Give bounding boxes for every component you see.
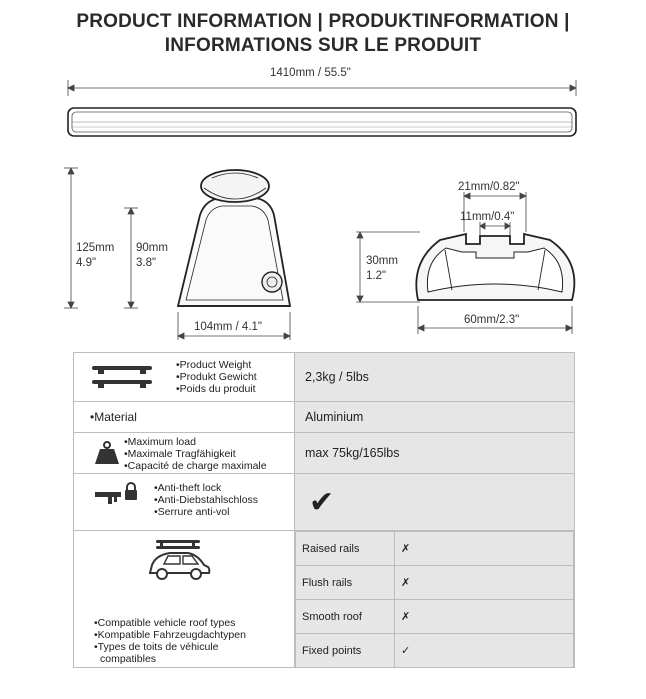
lock-label-en: •Anti-theft lock <box>154 482 222 494</box>
spec-row-material <box>74 402 575 433</box>
weight-icon <box>94 441 120 465</box>
roof-type-value: ✗ <box>395 600 574 634</box>
roof-type-value: ✗ <box>395 532 574 566</box>
foot-drawing <box>178 170 290 306</box>
material-label: •Material <box>74 402 295 433</box>
profile-cross-section <box>416 234 574 300</box>
profile-width-label: 60mm/2.3" <box>464 314 520 326</box>
title-line-2: INFORMATIONS SUR LE PRODUIT <box>164 35 482 56</box>
roof-types-table <box>295 531 574 667</box>
load-value: max 75kg/165lbs <box>295 433 575 474</box>
roof-bars-icon <box>90 363 154 391</box>
length-label: 1410mm / 55.5" <box>270 67 351 79</box>
load-label-fr: •Capacité de charge maximale <box>124 460 267 472</box>
roof-label-fr-2: compatibles <box>100 653 157 665</box>
material-value: Aluminium <box>295 402 575 433</box>
weight-value: 2,3kg / 5lbs <box>295 353 575 402</box>
load-label-de: •Maximale Tragfähigkeit <box>124 448 236 460</box>
roof-type-row <box>296 532 574 566</box>
outer-height-mm-label: 125mm <box>76 242 115 254</box>
spec-row-roof <box>74 531 575 668</box>
roof-type-row <box>296 600 574 634</box>
inner-height-in-label: 3.8" <box>136 257 157 269</box>
roof-type-name: Fixed points <box>296 634 395 668</box>
length-dimension <box>68 80 576 96</box>
spec-row-load <box>74 433 575 474</box>
lock-label-fr: •Serrure anti-vol <box>154 506 230 518</box>
profile-height-mm-label: 30mm <box>366 255 398 267</box>
title-line-1: PRODUCT INFORMATION | PRODUKTINFORMATION | <box>76 11 570 32</box>
outer-height-in-label: 4.9" <box>76 257 97 269</box>
weight-label-fr: •Poids du produit <box>176 383 256 395</box>
roof-type-name: Smooth roof <box>296 600 395 634</box>
key-lock-icon <box>94 482 140 508</box>
weight-label-en: •Product Weight <box>176 359 252 371</box>
technical-drawing <box>0 0 646 345</box>
weight-label-de: •Produkt Gewicht <box>176 371 257 383</box>
profile-height-in-label: 1.2" <box>366 270 387 282</box>
roof-type-row <box>296 634 574 668</box>
lock-label-de: •Anti-Diebstahlschloss <box>154 494 259 506</box>
roof-label-fr-1: •Types de toits de véhicule <box>94 641 219 653</box>
profile-top-outer-label: 21mm/0.82" <box>458 181 520 193</box>
lock-value: ✔ <box>295 474 575 531</box>
roof-type-value: ✗ <box>395 566 574 600</box>
foot-width-label: 104mm / 4.1" <box>194 321 263 333</box>
profile-top-inner-label: 11mm/0.4" <box>460 211 515 223</box>
roof-type-value: ✓ <box>395 634 574 668</box>
load-label-en: •Maximum load <box>124 436 196 448</box>
roof-type-name: Flush rails <box>296 566 395 600</box>
spec-row-lock <box>74 474 575 531</box>
inner-height-mm-label: 90mm <box>136 242 168 254</box>
roof-label-de: •Kompatible Fahrzeugdachtypen <box>94 629 246 641</box>
spec-row-weight <box>74 353 575 402</box>
roof-label-en: •Compatible vehicle roof types <box>94 617 236 629</box>
car-roof-bars-icon <box>146 539 212 585</box>
bar-side-view <box>68 108 576 136</box>
spec-table <box>73 352 575 668</box>
roof-type-row <box>296 566 574 600</box>
foot-height-dimensions <box>64 168 138 308</box>
roof-type-name: Raised rails <box>296 532 395 566</box>
